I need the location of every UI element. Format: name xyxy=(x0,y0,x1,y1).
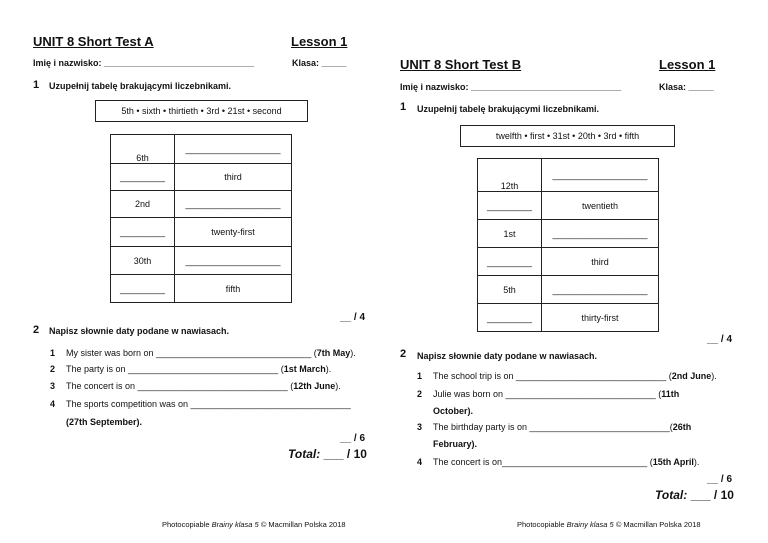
test-a-footer xyxy=(162,520,346,529)
total-label: Total: xyxy=(655,488,688,502)
item-text: The birthday party is on ____________________________( xyxy=(433,422,673,432)
item-date: 7th May xyxy=(316,348,351,358)
item-number: 3 xyxy=(417,422,423,432)
table-cell: 1st xyxy=(478,220,542,248)
test-a-total xyxy=(288,447,367,461)
test-b-ex1-instruction: Uzupełnij tabelę brakującymi liczebnikami. xyxy=(417,104,600,114)
test-b-item2-continuation: October). xyxy=(433,406,474,416)
item-text: My sister was born on _______________________________ ( xyxy=(66,348,317,358)
item-date: 26th xyxy=(672,422,692,432)
table-cell: thirty-first xyxy=(542,304,659,332)
item-number: 1 xyxy=(417,371,423,381)
table-cell: twentieth xyxy=(542,192,659,220)
test-a-ex1-number: 1 xyxy=(33,79,40,91)
item-text: The party is on ______________________________ ( xyxy=(66,364,284,374)
item-date: 11th xyxy=(661,389,680,399)
footer-book: Brainy klasa 5 xyxy=(566,520,614,529)
test-b-item[interactable] xyxy=(417,371,717,381)
test-b-item[interactable] xyxy=(417,457,699,467)
test-a-ex1-instruction: Uzupełnij tabelę brakującymi liczebnikami. xyxy=(49,81,232,91)
table-cell[interactable]: ___________________ xyxy=(175,135,292,164)
item-number: 2 xyxy=(50,364,56,374)
test-a-lesson: Lesson 1 xyxy=(291,34,348,49)
test-a-ex2-score: __ / 6 xyxy=(340,433,366,444)
test-a-word-box: 5th • sixth • thirtieth • 3rd • 21st • second xyxy=(95,100,308,122)
table-cell[interactable]: _________ xyxy=(478,304,542,332)
test-a-ex1-score: __ / 4 xyxy=(340,312,366,323)
test-a-title: UNIT 8 Short Test A xyxy=(33,34,154,49)
table-cell[interactable]: _________ xyxy=(478,192,542,220)
table-cell[interactable]: _________ xyxy=(111,164,175,191)
item-date: 15th April xyxy=(652,457,694,467)
item-end: ). xyxy=(711,371,717,381)
table-cell: 5th xyxy=(478,276,542,304)
test-a-ex2-number: 2 xyxy=(33,324,40,336)
test-a-item[interactable] xyxy=(50,364,331,374)
total-value: ___ / 10 xyxy=(323,447,367,461)
footer-copyright: © Macmillan Polska 2018 xyxy=(258,520,346,529)
footer-book: Brainy klasa 5 xyxy=(211,520,259,529)
total-label: Total: xyxy=(288,447,321,461)
test-b-ex2-number: 2 xyxy=(400,348,407,360)
footer-text: Photocopiable xyxy=(162,520,212,529)
table-cell: fifth xyxy=(175,275,292,303)
test-b-total xyxy=(655,488,734,502)
footer-text: Photocopiable xyxy=(517,520,567,529)
table-cell[interactable]: ___________________ xyxy=(542,159,659,192)
item-text: The sports competition was on ________________________________ xyxy=(66,399,351,409)
item-text: The school trip is on ______________________________ ( xyxy=(433,371,672,381)
table-cell[interactable]: ___________________ xyxy=(175,191,292,218)
table-cell: 2nd xyxy=(111,191,175,218)
item-end: ). xyxy=(325,364,332,374)
item-text: The concert is on ______________________________ ( xyxy=(66,381,294,391)
item-date: 2nd June xyxy=(671,371,712,381)
test-a-item[interactable] xyxy=(50,381,341,391)
table-cell: 6th xyxy=(111,135,175,164)
table-cell[interactable]: ___________________ xyxy=(175,247,292,275)
item-number: 3 xyxy=(50,381,56,391)
test-b-ordinal-table xyxy=(477,158,659,332)
test-b-item[interactable] xyxy=(417,389,679,399)
table-cell[interactable]: _________ xyxy=(111,275,175,303)
test-b-footer xyxy=(517,520,701,529)
table-cell[interactable]: ___________________ xyxy=(542,220,659,248)
table-cell[interactable]: ___________________ xyxy=(542,276,659,304)
test-b-class-field: Klasa: _____ xyxy=(659,82,714,92)
table-cell: third xyxy=(175,164,292,191)
total-value: ___ / 10 xyxy=(690,488,734,502)
item-end: ). xyxy=(335,381,341,391)
item-number: 4 xyxy=(50,399,56,409)
table-cell[interactable]: _________ xyxy=(478,248,542,276)
table-cell: 12th xyxy=(478,159,542,192)
test-a-class-field: Klasa: _____ xyxy=(292,58,347,68)
test-a-item[interactable] xyxy=(50,348,356,358)
item-number: 2 xyxy=(417,389,423,399)
test-a-name-field: Imię i nazwisko: ______________________________ xyxy=(33,58,255,68)
test-a-item[interactable] xyxy=(50,399,351,409)
test-a-ex2-instruction: Napisz słownie daty podane w nawiasach. xyxy=(49,326,230,336)
test-b-ex2-score: __ / 6 xyxy=(707,474,733,485)
table-cell: twenty-first xyxy=(175,218,292,247)
test-a-item4-continuation: (27th September). xyxy=(66,417,143,427)
test-b-lesson: Lesson 1 xyxy=(659,57,716,72)
footer-copyright: © Macmillan Polska 2018 xyxy=(613,520,701,529)
item-number: 1 xyxy=(50,348,56,358)
test-b-ex1-score: __ / 4 xyxy=(707,334,733,345)
test-b-item[interactable] xyxy=(417,422,691,432)
item-number: 4 xyxy=(417,457,423,467)
item-end: ). xyxy=(693,457,700,467)
test-b-name-field: Imię i nazwisko: ______________________________ xyxy=(400,82,622,92)
item-end: ). xyxy=(350,348,356,358)
test-b-title: UNIT 8 Short Test B xyxy=(400,57,522,72)
item-text: The concert is on_____________________________ ( xyxy=(433,457,653,467)
test-b-ex1-number: 1 xyxy=(400,101,407,113)
table-cell[interactable]: _________ xyxy=(111,218,175,247)
table-cell: 30th xyxy=(111,247,175,275)
test-b-word-box: twelfth • first • 31st • 20th • 3rd • fifth xyxy=(460,125,675,147)
item-text: Julie was born on ______________________________ ( xyxy=(433,389,662,399)
item-date: 1st March xyxy=(283,364,326,374)
test-b-ex2-instruction: Napisz słownie daty podane w nawiasach. xyxy=(417,351,598,361)
test-b-item3-continuation: February). xyxy=(433,439,478,449)
table-cell: third xyxy=(542,248,659,276)
test-a-ordinal-table xyxy=(110,134,292,303)
item-date: 12th June xyxy=(293,381,336,391)
